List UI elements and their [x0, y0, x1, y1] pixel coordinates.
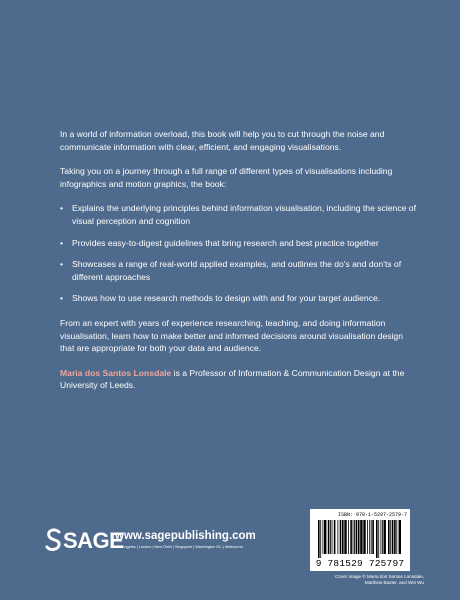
feature-item: • Provides easy-to-digest guidelines that bring research and best practice together — [60, 237, 416, 250]
author-bio-text: is a Professor of Information & Communication Design at the University of Leeds. — [60, 367, 405, 391]
barcode-bar — [350, 520, 352, 554]
barcode-bar — [328, 520, 330, 554]
sage-logo-icon — [45, 528, 63, 552]
cover-credit-line: Cover image © Maria dos Santos Lonsdale, — [335, 574, 424, 579]
barcode-bar — [394, 520, 396, 554]
expert-paragraph: From an expert with years of experience researching, teaching, and doing information visualisation, learn how to make better and informed decisions around visualisation design that are appropriate for both your data and audience. — [60, 317, 403, 354]
barcode-bar — [348, 520, 349, 554]
isbn-barcode — [310, 509, 410, 571]
barcode-bar — [378, 520, 379, 558]
barcode-bar — [372, 520, 374, 554]
barcode-bar — [396, 520, 397, 554]
barcode-bar — [384, 520, 386, 554]
barcode-bar — [363, 520, 365, 554]
barcode-bar — [356, 520, 358, 554]
author-bio — [60, 367, 416, 392]
cover-credit — [312, 574, 424, 586]
lead-in-paragraph: Taking you on a journey through a full range of different types of visualisations including infographics and motion graphics, the book: — [60, 166, 393, 189]
barcode-bar — [342, 520, 344, 554]
publisher-block — [45, 528, 256, 558]
publisher-url[interactable]: www.sagepublishing.com — [115, 530, 256, 542]
barcode-bar — [399, 520, 401, 554]
barcode-bar — [382, 520, 383, 554]
back-cover-blurb — [60, 128, 416, 404]
barcode-bar — [324, 520, 326, 554]
barcode-bar — [318, 520, 320, 558]
barcode-bar — [367, 520, 368, 554]
barcode-bar — [392, 520, 394, 554]
barcode-bar — [376, 520, 378, 558]
barcode-bar — [334, 520, 336, 554]
isbn-label: ISBN: 978-1-5297-2579-7 — [337, 512, 407, 518]
feature-item: • Showcases a range of real-world applied examples, and outlines the do's and don'ts of different approaches — [60, 258, 416, 283]
barcode-bar — [338, 520, 339, 554]
barcode-bar — [340, 520, 342, 554]
barcode-bar — [353, 520, 354, 554]
feature-list — [60, 202, 416, 305]
barcode-bar — [388, 520, 390, 554]
barcode-bar — [390, 520, 391, 554]
barcode-digits: 9 781529 725797 — [315, 558, 405, 569]
author-name: Maria dos Santos Lonsdale — [60, 367, 172, 378]
publisher-cities: Los Angeles | London | New Delhi | Singapore | Washington DC | Melbourne — [115, 545, 243, 549]
barcode-bar — [323, 520, 324, 554]
feature-item: • Explains the underlying principles behind information visualisation, including the science of visual perception and cognition — [60, 202, 416, 227]
cover-credit-line: Matthew Baxter, and Wei Wu — [364, 580, 424, 585]
barcode-bar — [354, 520, 355, 554]
barcode-bar — [320, 520, 321, 558]
intro-paragraph: In a world of information overload, this book will help you to cut through the noise and communicate information with clear, efficient, and engaging visualisations. — [60, 129, 385, 152]
barcode-bar — [381, 520, 382, 554]
barcode-bar — [344, 520, 346, 554]
barcode-bar — [371, 520, 372, 554]
barcode-bar — [358, 520, 360, 554]
feature-item: • Shows how to use research methods to design with and for your target audience. — [60, 292, 416, 305]
publisher-name: SAGE — [63, 528, 124, 553]
barcode-bar — [360, 520, 362, 554]
barcode-bar — [332, 520, 333, 554]
barcode-bar — [330, 520, 331, 554]
barcode-bars — [318, 520, 402, 558]
barcode-bar — [369, 520, 370, 554]
